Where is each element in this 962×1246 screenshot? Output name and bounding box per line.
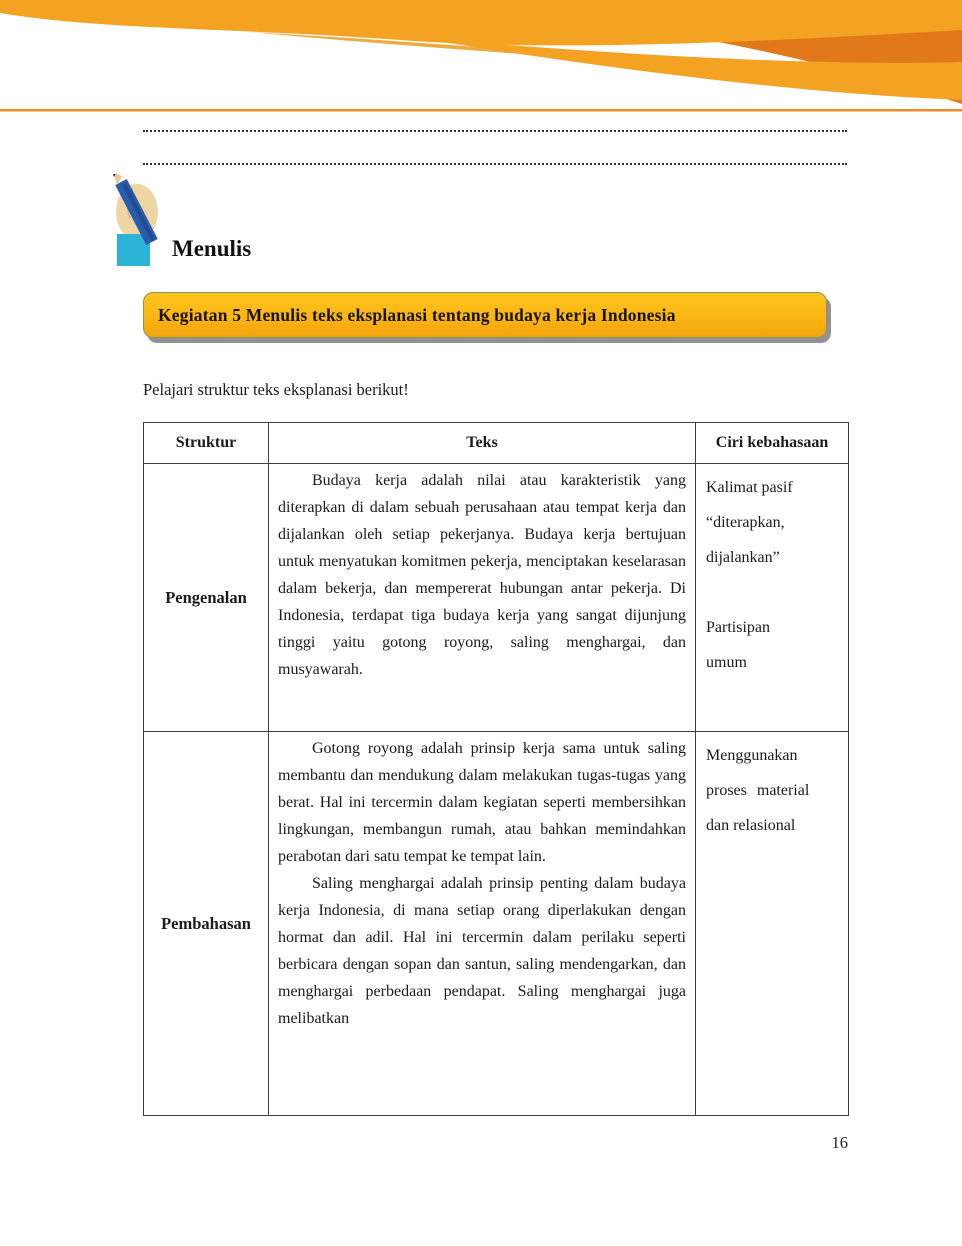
instruction-text: Pelajari struktur teks eksplanasi berikut! [143,380,409,399]
ciri-line: Kalimat pasif [706,479,793,496]
ciri-line: dijalankan” [706,549,780,566]
teks-paragraph: Budaya kerja adalah nilai atau karakteristik yang diterapkan di dalam sebuah perusahaan atau tempat kerja dan dijalankan oleh setiap pekerjanya. Budaya kerja bertujuan untuk menyatukan komitmen pekerja, menciptakan keselarasan dalam bekerja, dan mempererat hubungan antar pekerja. Di Indonesia, terdapat tiga budaya kerja yang sangat dijunjung tinggi yaitu gotong royong, saling menghargai, dan musyawarah. [278,472,686,678]
section-title: Menulis [172,236,252,261]
ciri-line: proses material [706,782,810,799]
ciri-cell [696,732,849,1116]
ciri-line: Menggunakan [706,747,798,764]
struktur-label: Pembahasan [144,732,269,1116]
ciri-line: dan relasional [706,817,796,834]
ciri-cell [696,464,849,732]
teks-cell [269,732,696,1116]
pencil-in-hand-icon [108,174,162,266]
ciri-line: “diterapkan, [706,514,785,531]
col-header-struktur: Struktur [144,423,269,464]
activity-banner [143,292,827,338]
dotted-blank-line-2[interactable] [143,149,847,165]
structure-table [143,422,849,1116]
table-header-row [144,423,849,464]
col-header-ciri: Ciri kebahasaan [696,423,849,464]
teks-cell [269,464,696,732]
table-row-pengenalan [144,464,849,732]
teks-paragraph: Gotong royong adalah prinsip kerja sama untuk saling membantu dan mendukung dalam melakukan tugas-tugas yang berat. Hal ini tercermin dalam kegiatan seperti membersihkan lingkungan, membangun rumah, atau bahkan memindahkan perabotan dari satu tempat ke tempat lain. [278,740,686,865]
col-header-teks: Teks [269,423,696,464]
ciri-line: umum [706,654,747,671]
header-swoosh-art [0,0,962,118]
teks-paragraph: Saling menghargai adalah prinsip penting dalam budaya kerja Indonesia, di mana setiap orang diperlakukan dengan hormat dan adil. Hal ini tercermin dalam perilaku seperti berbicara dengan sopan dan santun, saling mendengarkan, dan menghargai perbedaan pendapat. Saling menghargai juga melibatkan [278,875,686,1027]
activity-banner-label: Kegiatan 5 Menulis teks eksplanasi tentang budaya kerja Indonesia [158,304,676,325]
struktur-label: Pengenalan [144,464,269,732]
ciri-line: Partisipan [706,619,770,636]
table-row-pembahasan [144,732,849,1116]
page-number: 16 [831,1133,848,1152]
dotted-blank-line-1[interactable] [143,116,847,132]
